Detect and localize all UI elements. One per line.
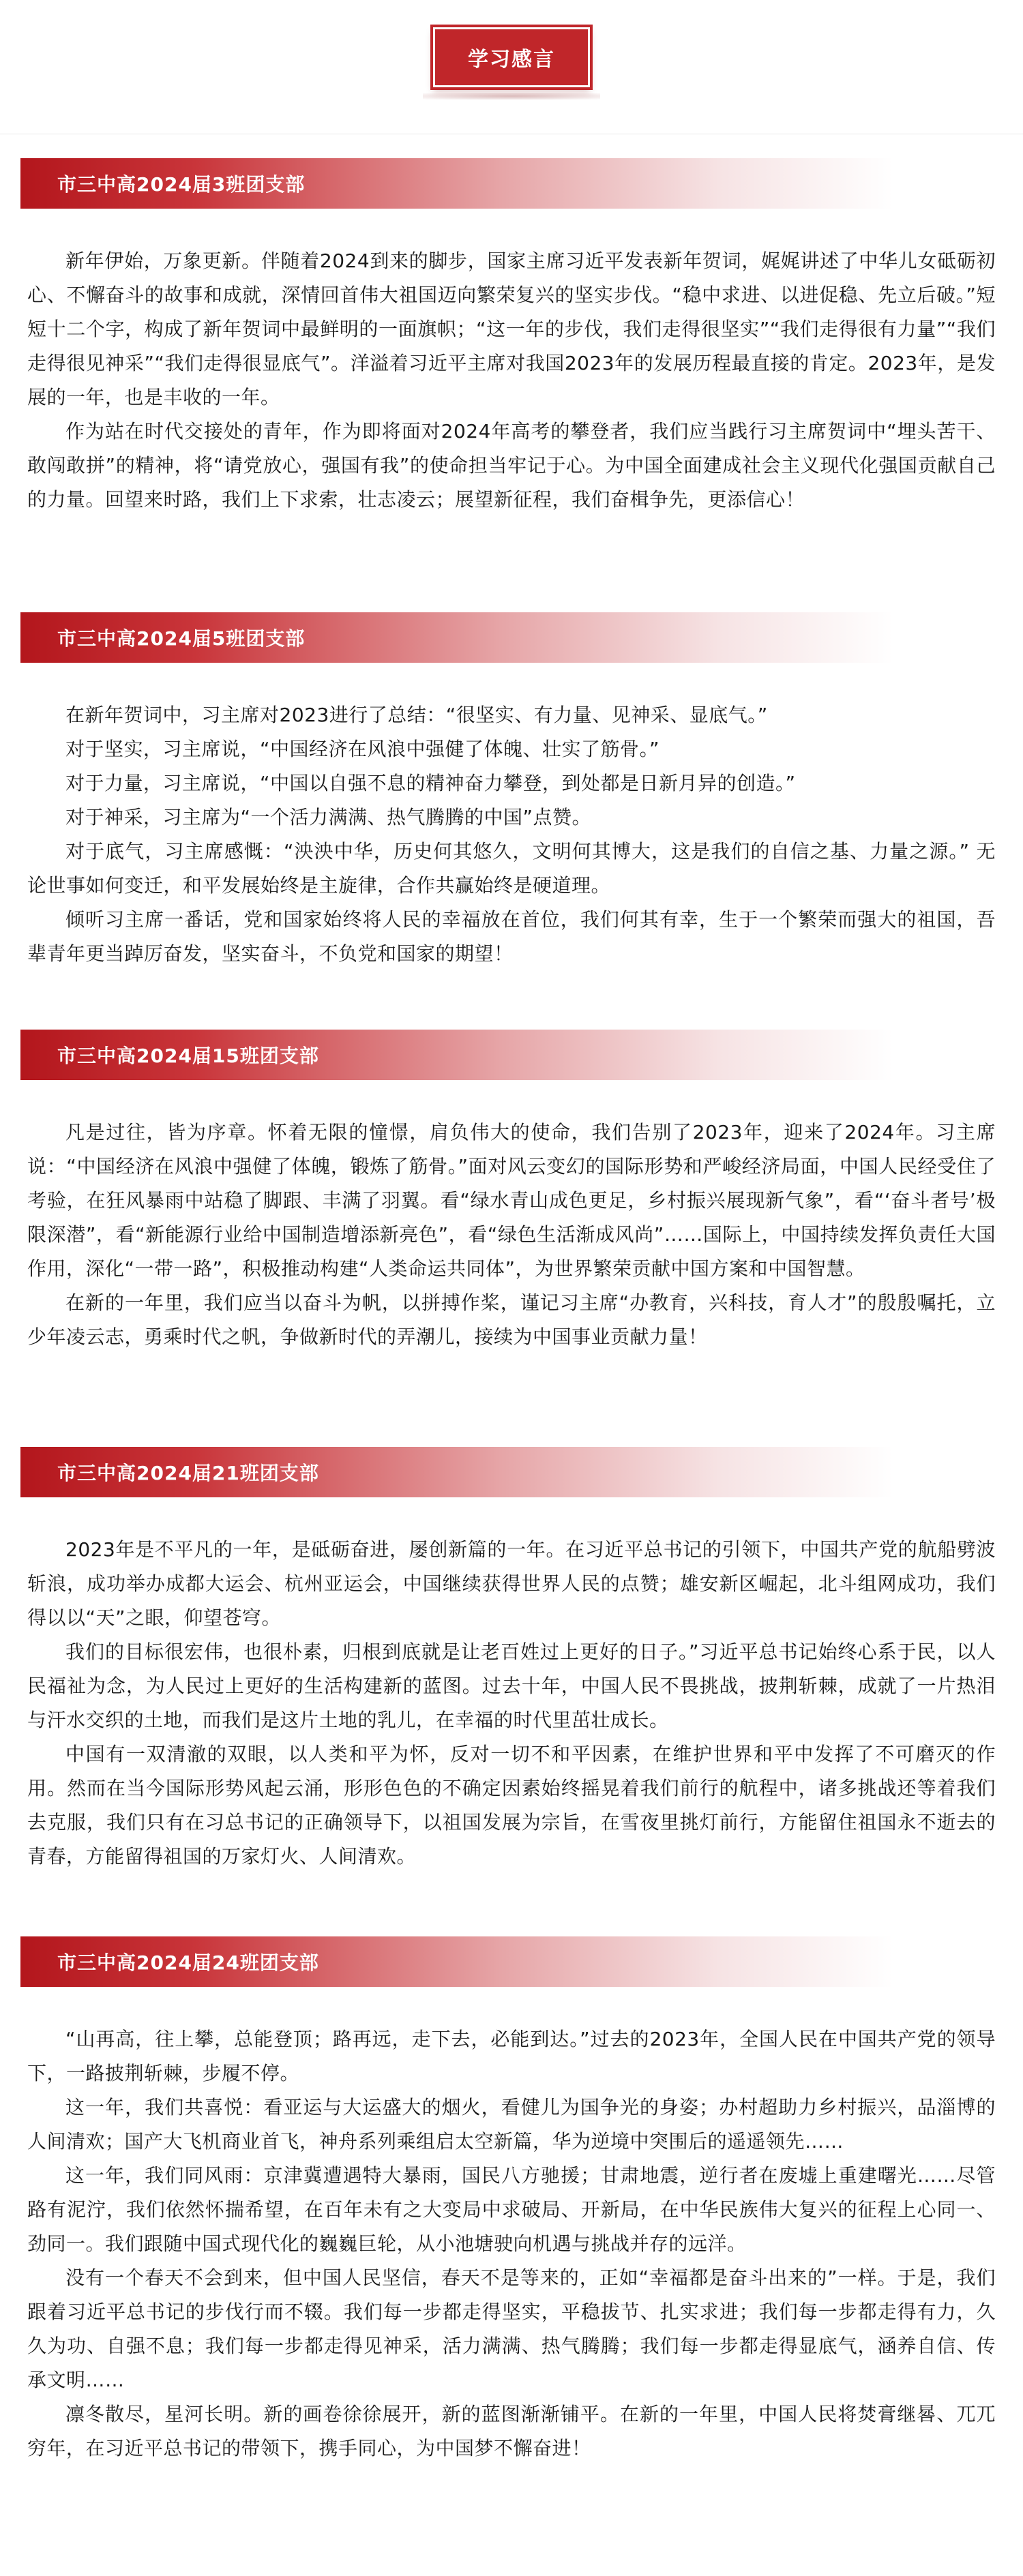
section-body xyxy=(27,1533,996,1874)
section-header: 市三中高2024届15班团支部 xyxy=(20,1030,893,1080)
paragraph: 凡是过往，皆为序章。怀着无限的憧憬，肩负伟大的使命，我们告别了2023年，迎来了2024年。习主席说：“中国经济在风浪中强健了体魄，锻炼了筋骨。”面对风云变幻的国际形势和严峻经济局面，中国人民经受住了考验，在狂风暴雨中站稳了脚跟、丰满了羽翼。看“绿水青山成色更足，乡村振兴展现新气象”，看“‘奋斗者号’极限深潜”，看“新能源行业给中国制造增添新亮色”，看“绿色生活渐成风尚”……国际上，中国持续发挥负责任大国作用，深化“一带一路”，积极推动构建“人类命运共同体”，为世界繁荣贡献中国方案和中国智慧。 xyxy=(27,1121,996,1280)
title-shadow xyxy=(423,93,600,100)
paragraph: 这一年，我们同风雨：京津冀遭遇特大暴雨，国民八方驰援；甘肃地震，逆行者在废墟上重建曙光……尽管路有泥泞，我们依然怀揣希望，在百年未有之大变局中求破局、开新局，在中华民族伟大复兴的征程上心同一、劲同一。我们跟随中国式现代化的巍巍巨轮，从小池塘驶向机遇与挑战并存的远洋。 xyxy=(27,2164,996,2255)
section-header: 市三中高2024届21班团支部 xyxy=(20,1447,893,1497)
section-header: 市三中高2024届3班团支部 xyxy=(20,158,893,209)
paragraph: 对于神采，习主席为“一个活力满满、热气腾腾的中国”点赞。 xyxy=(65,806,592,828)
section-header: 市三中高2024届5班团支部 xyxy=(20,612,893,663)
paragraph: 对于坚实，习主席说，“中国经济在风浪中强健了体魄、壮实了筋骨。” xyxy=(65,738,660,760)
paragraph: 没有一个春天不会到来，但中国人民坚信，春天不是等来的，正如“幸福都是奋斗出来的”一样。于是，我们跟着习近平总书记的步伐行而不辍。我们每一步都走得坚实，平稳拔节、扎实求进；我们每一步都走得有力，久久为功、自强不息；我们每一步都走得见神采，活力满满、热气腾腾；我们每一步都走得显底气，涵养自信、传承文明…… xyxy=(27,2266,996,2391)
paragraph: 中国有一双清澈的双眼，以人类和平为怀，反对一切不和平因素，在维护世界和平中发挥了不可磨灭的作用。然而在当今国际形势风起云涌，形形色色的不确定因素始终摇晃着我们前行的航程中，诸多挑战还等着我们去克服，我们只有在习总书记的正确领导下，以祖国发展为宗旨，在雪夜里挑灯前行，方能留住祖国永不逝去的青春，方能留得祖国的万家灯火、人间清欢。 xyxy=(27,1743,996,1868)
title-area xyxy=(0,27,1023,102)
paragraph: 对于底气，习主席感慨：“泱泱中华，历史何其悠久，文明何其博大，这是我们的自信之基、力量之源。” 无论世事如何变迁，和平发展始终是主旋律，合作共赢始终是硬道理。 xyxy=(27,840,996,897)
page-title: 学习感言 xyxy=(433,27,590,87)
paragraph: 作为站在时代交接处的青年，作为即将面对2024年高考的攀登者，我们应当践行习主席贺词中“埋头苦干、敢闯敢拼”的精神，将“请党放心，强国有我”的使命担当牢记于心。为中国全面建成社会主义现代化强国贡献自己的力量。回望来时路，我们上下求索，壮志凌云；展望新征程，我们奋楫争先，更添信心！ xyxy=(27,420,996,511)
paragraph: 我们的目标很宏伟，也很朴素，归根到底就是让老百姓过上更好的日子。”习近平总书记始终心系于民，以人民福祉为念，为人民过上更好的生活构建新的蓝图。过去十年，中国人民不畏挑战，披荆斩棘，成就了一片热泪与汗水交织的土地，而我们是这片土地的乳儿，在幸福的时代里茁壮成长。 xyxy=(27,1641,996,1731)
paragraph: 2023年是不平凡的一年，是砥砺奋进，屡创新篇的一年。在习近平总书记的引领下，中国共产党的航船劈波斩浪，成功举办成都大运会、杭州亚运会，中国继续获得世界人民的点赞；雄安新区崛起，北斗组网成功，我们得以以“天”之眼，仰望苍穹。 xyxy=(27,1538,996,1629)
paragraph: 新年伊始，万象更新。伴随着2024到来的脚步，国家主席习近平发表新年贺词，娓娓讲述了中华儿女砥砺初心、不懈奋斗的故事和成就，深情回首伟大祖国迈向繁荣复兴的坚实步伐。“稳中求进、以进促稳、先立后破。”短短十二个字，构成了新年贺词中最鲜明的一面旗帜；“这一年的步伐，我们走得很坚实”“我们走得很有力量”“我们走得很见神采”“我们走得很显底气”。洋溢着习近平主席对我国2023年的发展历程最直接的肯定。2023年，是发展的一年，也是丰收的一年。 xyxy=(27,250,996,408)
section-body xyxy=(27,2022,996,2466)
paragraph: 对于力量，习主席说，“中国以自强不息的精神奋力攀登，到处都是日新月异的创造。” xyxy=(65,772,796,794)
paragraph: 倾听习主席一番话，党和国家始终将人民的幸福放在首位，我们何其有幸，生于一个繁荣而强大的祖国，吾辈青年更当踔厉奋发，坚实奋斗，不负党和国家的期望！ xyxy=(27,908,996,965)
paragraph: “山再高，往上攀，总能登顶；路再远，走下去，必能到达。”过去的2023年，全国人民在中国共产党的领导下，一路披荆斩棘，步履不停。 xyxy=(27,2028,996,2084)
section-body xyxy=(27,698,996,971)
paragraph: 在新年贺词中，习主席对2023进行了总结：“很坚实、有力量、见神采、显底气。” xyxy=(65,704,768,726)
section-body xyxy=(27,244,996,517)
paragraph: 在新的一年里，我们应当以奋斗为帆，以拼搏作桨，谨记习主席“办教育，兴科技，育人才”的殷殷嘱托，立少年凌云志，勇乘时代之帆，争做新时代的弄潮儿，接续为中国事业贡献力量！ xyxy=(27,1291,996,1348)
paragraph: 凛冬散尽，星河长明。新的画卷徐徐展开，新的蓝图渐渐铺平。在新的一年里，中国人民将焚膏继晷、兀兀穷年，在习近平总书记的带领下，携手同心，为中国梦不懈奋进！ xyxy=(27,2403,996,2459)
section-body xyxy=(27,1115,996,1354)
paragraph: 这一年，我们共喜悦：看亚运与大运盛大的烟火，看健儿为国争光的身姿；办村超助力乡村振兴，品淄博的人间清欢；国产大飞机商业首飞，神舟系列乘组启太空新篇，华为逆境中突围后的遥遥领先…… xyxy=(27,2096,996,2153)
section-header: 市三中高2024届24班团支部 xyxy=(20,1936,893,1987)
